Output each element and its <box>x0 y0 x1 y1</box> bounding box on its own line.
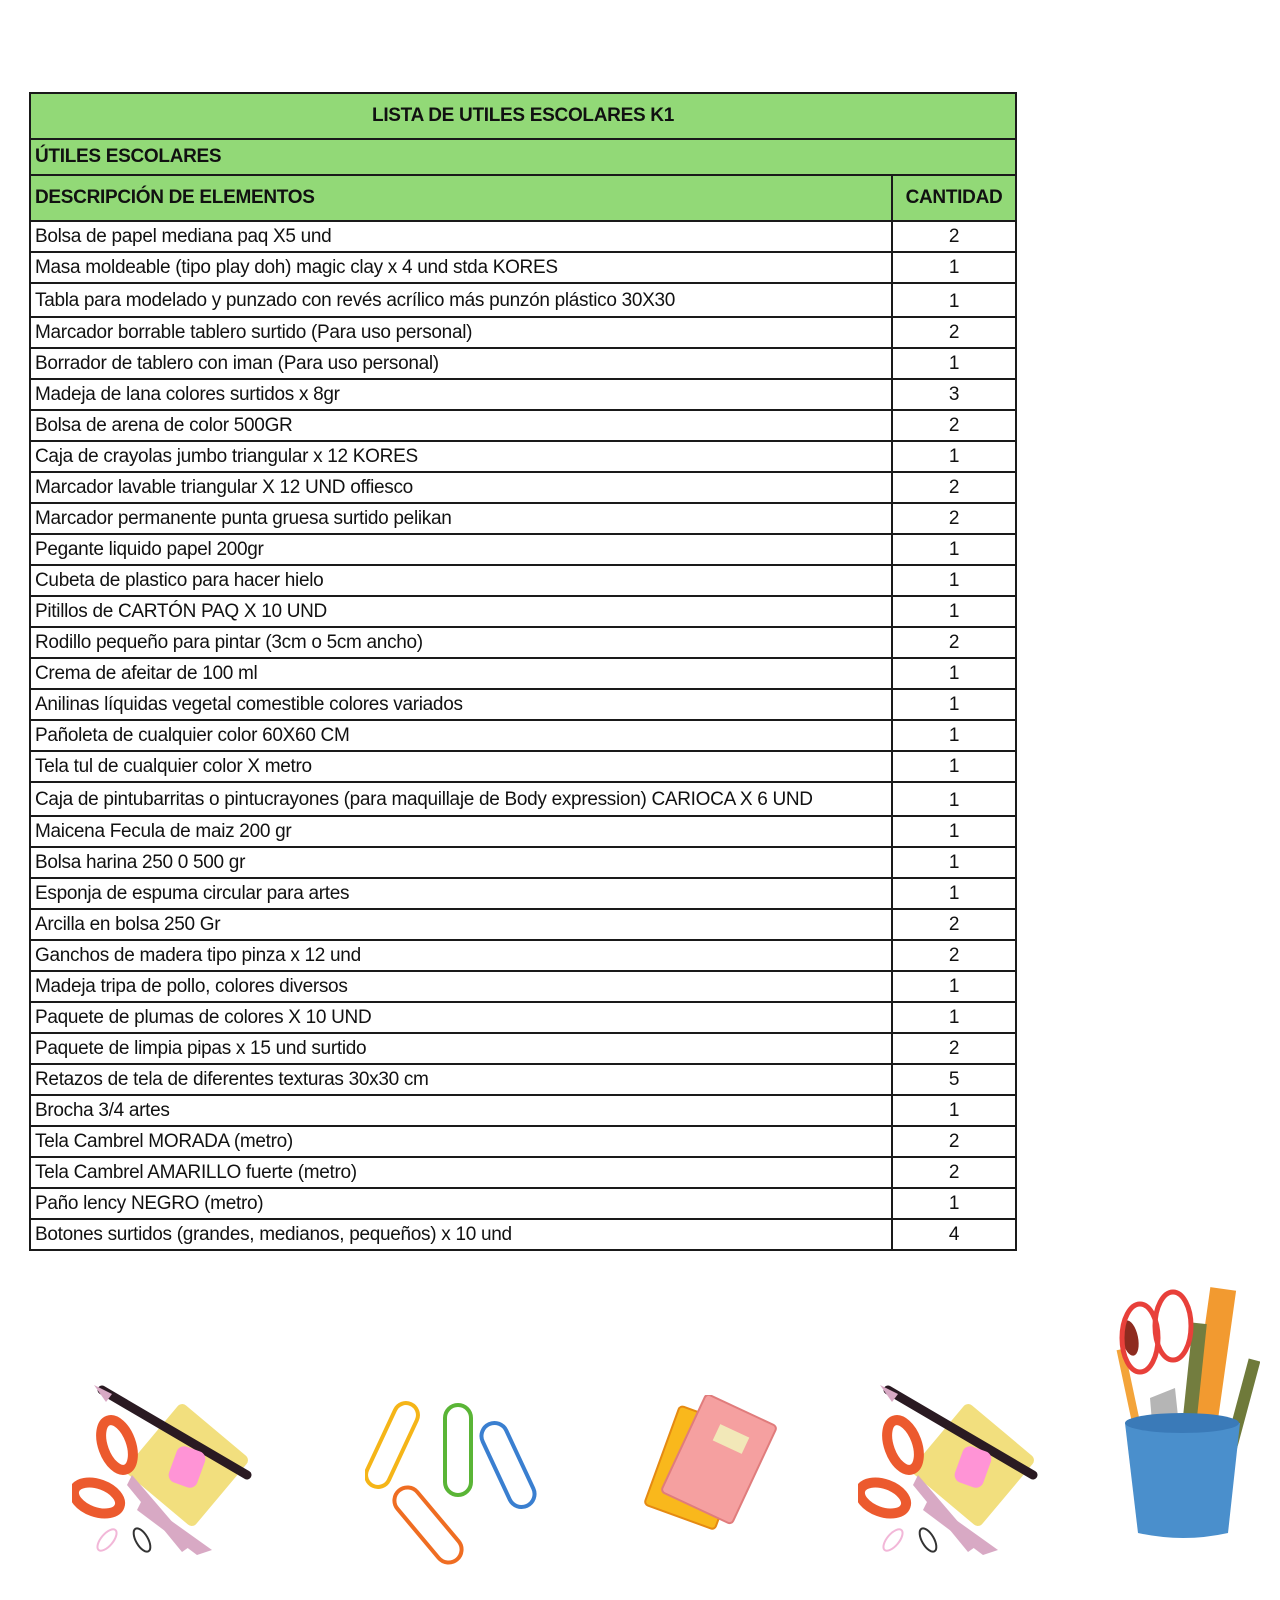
table-row <box>30 1157 1016 1188</box>
scissors-pen-notepad-illustration <box>72 1380 262 1560</box>
item-description: Marcador borrable tablero surtido (Para uso personal) <box>30 317 892 348</box>
column-header-row <box>30 175 1016 221</box>
item-description: Bolsa harina 250 0 500 gr <box>30 847 892 878</box>
table-row <box>30 816 1016 847</box>
item-description: Paño lency NEGRO (metro) <box>30 1188 892 1219</box>
item-description: Marcador lavable triangular X 12 UND offiesco <box>30 472 892 503</box>
table-row <box>30 503 1016 534</box>
item-quantity: 1 <box>892 751 1016 782</box>
item-quantity: 2 <box>892 410 1016 441</box>
notebooks-illustration <box>640 1395 790 1535</box>
item-description: Arcilla en bolsa 250 Gr <box>30 909 892 940</box>
item-quantity: 5 <box>892 1064 1016 1095</box>
item-quantity: 2 <box>892 940 1016 971</box>
item-quantity: 2 <box>892 1033 1016 1064</box>
item-description: Pañoleta de cualquier color 60X60 CM <box>30 720 892 751</box>
item-description: Madeja de lana colores surtidos x 8gr <box>30 379 892 410</box>
item-description: Borrador de tablero con iman (Para uso personal) <box>30 348 892 379</box>
item-quantity: 1 <box>892 441 1016 472</box>
supply-list-table <box>29 92 1017 1251</box>
table-row <box>30 596 1016 627</box>
table-row <box>30 1188 1016 1219</box>
item-description: Crema de afeitar de 100 ml <box>30 658 892 689</box>
item-description: Rodillo pequeño para pintar (3cm o 5cm ancho) <box>30 627 892 658</box>
title-row <box>30 93 1016 139</box>
item-quantity: 2 <box>892 503 1016 534</box>
table-row <box>30 221 1016 252</box>
table-row <box>30 689 1016 720</box>
table-row <box>30 940 1016 971</box>
table-row <box>30 1064 1016 1095</box>
item-quantity: 1 <box>892 348 1016 379</box>
table-row <box>30 658 1016 689</box>
item-description: Maicena Fecula de maiz 200 gr <box>30 816 892 847</box>
table-row <box>30 1002 1016 1033</box>
item-description: Brocha 3/4 artes <box>30 1095 892 1126</box>
item-quantity: 1 <box>892 847 1016 878</box>
table-row <box>30 348 1016 379</box>
item-quantity: 1 <box>892 565 1016 596</box>
item-quantity: 2 <box>892 1126 1016 1157</box>
item-quantity: 1 <box>892 534 1016 565</box>
item-quantity: 2 <box>892 909 1016 940</box>
supply-list-sheet <box>29 92 1017 1251</box>
item-quantity: 1 <box>892 283 1016 317</box>
table-row <box>30 627 1016 658</box>
item-description: Retazos de tela de diferentes texturas 30x30 cm <box>30 1064 892 1095</box>
table-row <box>30 1095 1016 1126</box>
item-quantity: 1 <box>892 971 1016 1002</box>
item-description: Pitillos de CARTÓN PAQ X 10 UND <box>30 596 892 627</box>
item-quantity: 1 <box>892 720 1016 751</box>
column-header-quantity: CANTIDAD <box>892 175 1016 221</box>
table-row <box>30 252 1016 283</box>
item-description: Caja de pintubarritas o pintucrayones (para maquillaje de Body expression) CARIOCA X 6 UND <box>30 782 892 816</box>
table-row <box>30 1126 1016 1157</box>
scissors-pen-notepad-illustration <box>858 1380 1048 1560</box>
item-description: Tela Cambrel MORADA (metro) <box>30 1126 892 1157</box>
item-description: Tabla para modelado y punzado con revés acrílico más punzón plástico 30X30 <box>30 283 892 317</box>
table-row <box>30 847 1016 878</box>
item-quantity: 1 <box>892 1095 1016 1126</box>
item-description: Anilinas líquidas vegetal comestible colores variados <box>30 689 892 720</box>
item-quantity: 2 <box>892 472 1016 503</box>
item-quantity: 2 <box>892 221 1016 252</box>
item-description: Cubeta de plastico para hacer hielo <box>30 565 892 596</box>
table-row <box>30 720 1016 751</box>
item-description: Paquete de limpia pipas x 15 und surtido <box>30 1033 892 1064</box>
table-row <box>30 1219 1016 1250</box>
item-description: Paquete de plumas de colores X 10 UND <box>30 1002 892 1033</box>
table-row <box>30 441 1016 472</box>
table-row <box>30 782 1016 816</box>
section-row <box>30 139 1016 175</box>
table-row <box>30 565 1016 596</box>
item-description: Bolsa de arena de color 500GR <box>30 410 892 441</box>
section-title: ÚTILES ESCOLARES <box>30 139 1016 175</box>
item-quantity: 3 <box>892 379 1016 410</box>
item-quantity: 2 <box>892 317 1016 348</box>
table-row <box>30 379 1016 410</box>
item-description: Tela Cambrel AMARILLO fuerte (metro) <box>30 1157 892 1188</box>
table-row <box>30 410 1016 441</box>
item-description: Bolsa de papel mediana paq X5 und <box>30 221 892 252</box>
item-quantity: 1 <box>892 1002 1016 1033</box>
item-quantity: 1 <box>892 689 1016 720</box>
table-row <box>30 909 1016 940</box>
item-quantity: 1 <box>892 878 1016 909</box>
table-row <box>30 317 1016 348</box>
item-quantity: 4 <box>892 1219 1016 1250</box>
item-quantity: 1 <box>892 252 1016 283</box>
table-row <box>30 534 1016 565</box>
item-quantity: 1 <box>892 782 1016 816</box>
item-description: Botones surtidos (grandes, medianos, pequeños) x 10 und <box>30 1219 892 1250</box>
table-row <box>30 472 1016 503</box>
item-description: Caja de crayolas jumbo triangular x 12 KORES <box>30 441 892 472</box>
item-description: Masa moldeable (tipo play doh) magic clay x 4 und stda KORES <box>30 252 892 283</box>
table-row <box>30 971 1016 1002</box>
item-description: Madeja tripa de pollo, colores diversos <box>30 971 892 1002</box>
column-header-description: DESCRIPCIÓN DE ELEMENTOS <box>30 175 892 221</box>
item-quantity: 1 <box>892 816 1016 847</box>
item-description: Pegante liquido papel 200gr <box>30 534 892 565</box>
item-description: Marcador permanente punta gruesa surtido pelikan <box>30 503 892 534</box>
table-row <box>30 751 1016 782</box>
item-quantity: 1 <box>892 596 1016 627</box>
table-row <box>30 283 1016 317</box>
item-quantity: 2 <box>892 1157 1016 1188</box>
item-quantity: 1 <box>892 658 1016 689</box>
item-description: Tela tul de cualquier color X metro <box>30 751 892 782</box>
list-title: LISTA DE UTILES ESCOLARES K1 <box>30 93 1016 139</box>
item-quantity: 1 <box>892 1188 1016 1219</box>
table-row <box>30 1033 1016 1064</box>
item-quantity: 2 <box>892 627 1016 658</box>
pencil-cup-illustration <box>1105 1278 1260 1543</box>
item-description: Ganchos de madera tipo pinza x 12 und <box>30 940 892 971</box>
table-row <box>30 878 1016 909</box>
paperclips-illustration <box>365 1395 545 1565</box>
item-description: Esponja de espuma circular para artes <box>30 878 892 909</box>
